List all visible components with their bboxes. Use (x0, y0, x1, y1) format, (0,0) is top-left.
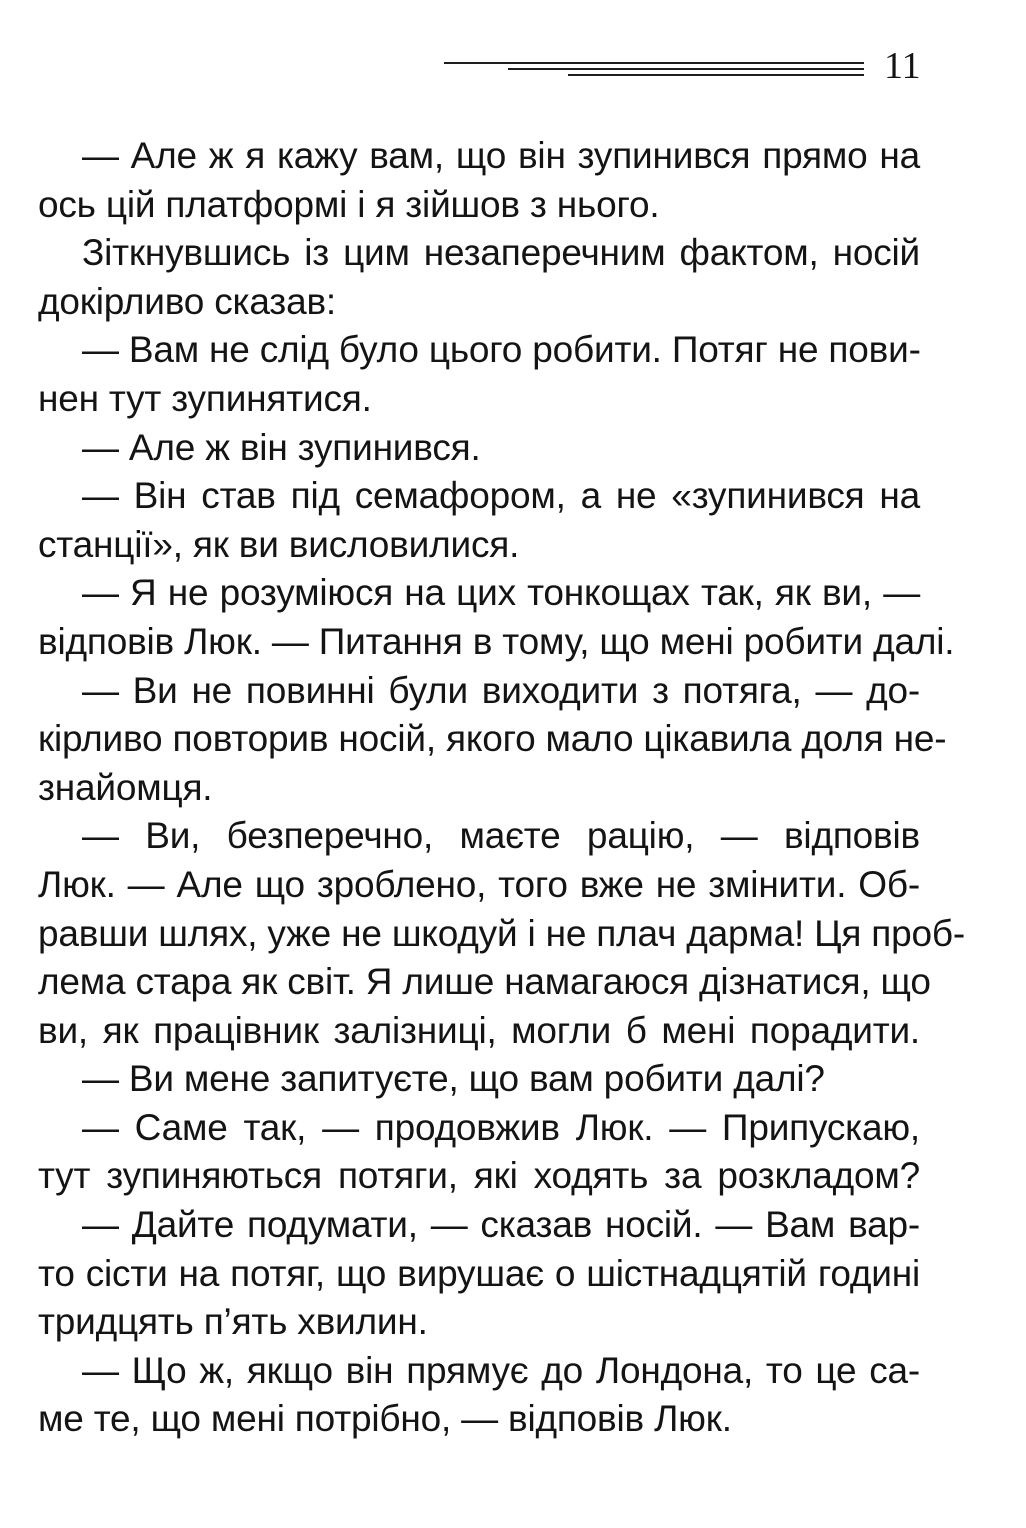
text-line: тут зупиняються потяги, які ходять за розкладом? (38, 1155, 920, 1197)
text-line: Люк. — Але що зроблено, того вже не змінити. Об- (38, 863, 920, 905)
text-line: ось цій платформі і я зійшов з нього. (38, 183, 660, 225)
text-line: — Він став під семафором, а не «зупинився на (82, 475, 920, 517)
header-rule-bottom (568, 74, 864, 76)
text-line: тридцять п’ять хвилин. (38, 1301, 428, 1343)
text-line: — Ви мене запитуєте, що вам робити далі? (82, 1058, 825, 1100)
text-line: відповів Люк. — Питання в тому, що мені робити далі. (38, 620, 955, 662)
text-line: — Дайте подумати, — сказав носій. — Вам вар- (82, 1204, 920, 1246)
text-line: лема стара як світ. Я лише намагаюся дізнатися, що (38, 961, 931, 1003)
text-line: Зіткнувшись із цим незаперечним фактом, носій (82, 232, 920, 274)
text-line: — Ви, безперечно, маєте рацію, — відповів (82, 815, 920, 857)
text-line: то сісти на потяг, що вирушає о шістнадцятій годині (38, 1252, 920, 1294)
page-number: 11 (884, 45, 921, 87)
header-rule-top (444, 62, 864, 64)
text-line: докірливо сказав: (38, 280, 336, 322)
text-line: — Але ж він зупинився. (82, 426, 481, 468)
text-line: ви, як працівник залізниці, могли б мені порадити. (38, 1009, 920, 1051)
text-line: ме те, що мені потрібно, — відповів Люк. (38, 1398, 732, 1440)
text-line: станції», як ви висловилися. (38, 523, 520, 565)
text-line: — Але ж я кажу вам, що він зупинився прямо на (82, 135, 920, 176)
page-header (0, 0, 1026, 110)
text-line: — Вам не слід було цього робити. Потяг не пови- (82, 329, 921, 371)
header-rule-middle (508, 68, 864, 70)
text-line: — Що ж, якщо він прямує до Лондона, то це са- (82, 1349, 920, 1391)
text-line: знайомця. (38, 766, 213, 808)
text-line: — Ви не повинні були виходити з потяга, — до- (82, 669, 920, 711)
text-line: равши шлях, уже не шкодуй і не плач дарма! Ця проб- (38, 912, 965, 954)
text-line: — Саме так, — продовжив Люк. — Припускаю, (82, 1106, 920, 1148)
body-text (38, 132, 965, 1444)
text-line: — Я не розуміюся на цих тонкощах так, як ви, — (82, 572, 920, 614)
text-line: нен тут зупинятися. (38, 377, 372, 419)
text-line: кірливо повторив носій, якого мало цікавила доля не- (38, 718, 947, 760)
